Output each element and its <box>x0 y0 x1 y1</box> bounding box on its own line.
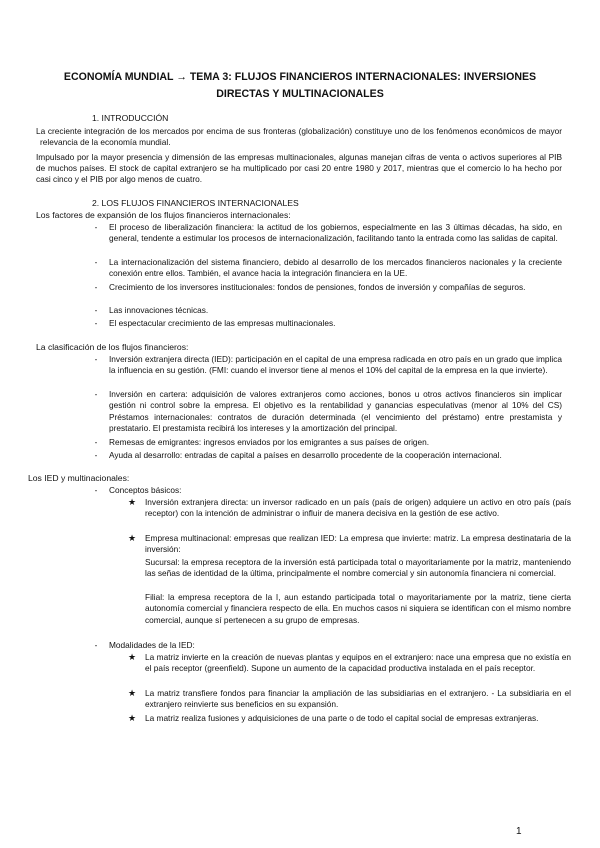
dash-icon: - <box>94 389 98 399</box>
list-item <box>94 389 562 434</box>
dash-icon: - <box>94 282 98 292</box>
list-item <box>94 282 562 293</box>
list-item <box>94 640 562 651</box>
list-item-text: Inversión extranjera directa: un inversor radicado en un país (país de origen) adquiere un activo en otro país (país receptor) con la intención de administrar o influir de manera decisiva en la gestión de ese activo. <box>145 497 571 519</box>
dash-icon: - <box>94 318 98 328</box>
list-item <box>94 437 562 448</box>
list-item-text: La internacionalización del sistema financiero, debido al desarrollo de los mercados financieros nacionales y la creciente conexión entre ellos. También, el avance hacia la integración financiera en la UE. <box>109 257 562 279</box>
intro-paragraph-2: Impulsado por la mayor presencia y dimensión de las empresas multinacionales, algunas manejan cifras de venta o activos superiores al PIB de muchos países. El stock de capital extranjero se ha multiplicado por casi 20 entre 1980 y 2017, mientras que el comercio lo ha hecho por casi cinco y el PIB por algo menos de cuatro. <box>36 152 562 184</box>
star-icon: ★ <box>127 533 137 543</box>
list-item-text: Empresa multinacional: empresas que realizan IED: La empresa que invierte: matriz. La empresa destinataria de la inversión: <box>145 533 571 555</box>
document-title: ECONOMÍA MUNDIAL → TEMA 3: FLUJOS FINANCIEROS INTERNACIONALES: INVERSIONES DIRECTAS Y MULTINACIONALES <box>63 71 537 100</box>
page-number: 1 <box>516 826 522 837</box>
dash-icon: - <box>94 437 98 447</box>
modalities-label: Modalidades de la IED: <box>109 640 195 650</box>
list-item-text: Inversión extranjera directa (IED): participación en el capital de una empresa radicada en otro país en un grado que implica la influencia en su gestión. (FMI: cuando el inversor tiene al menos el 10% del capital de la empresa en la que invierte). <box>109 354 562 376</box>
dash-icon: - <box>94 305 98 315</box>
list-item-text: Las innovaciones técnicas. <box>109 305 209 315</box>
ied-label: Los IED y multinacionales: <box>28 473 130 483</box>
section-heading-introduccion: 1. INTRODUCCIÓN <box>92 113 169 123</box>
concepts-label: Conceptos básicos: <box>109 485 182 495</box>
list-item-text: Crecimiento de los inversores institucionales: fondos de pensiones, fondos de inversión y compañías de seguros. <box>109 282 526 292</box>
list-item-text: Inversión en cartera: adquisición de valores extranjeros como acciones, bonos u otros activos financieros sin implicar gestión ni control sobre la empresa. El objetivo es la rentabilidad y ganancias especulativas (menor al 10% del CS) Préstamos internacionales: contratos de duración determinada (el vencimiento del préstamo) entre prestamista y prestatario. El prestamista recibirá los intereses y la amortización del principal. <box>109 389 562 433</box>
list-item <box>94 305 562 316</box>
list-item <box>94 450 562 461</box>
star-icon: ★ <box>127 652 137 662</box>
sucursal-definition: Sucursal: la empresa receptora de la inversión está participada total o mayoritariamente por la matriz, manteniendo las señas de identidad de la última, principalmente el nombre comercial y sin autonomía financiera ni comercial. <box>145 557 571 579</box>
list-item <box>127 713 571 724</box>
section-heading-flujos: 2. LOS FLUJOS FINANCIEROS INTERNACIONALES <box>92 198 299 208</box>
dash-icon: - <box>94 640 98 650</box>
list-item <box>94 222 562 245</box>
factors-label: Los factores de expansión de los flujos financieros internacionales: <box>36 210 291 220</box>
dash-icon: - <box>94 222 98 232</box>
list-item-text: La matriz invierte en la creación de nuevas plantas y equipos en el extranjero: nace una empresa que no existía en el país receptor (greenfield). Supone un aumento de la capacidad productiva instalada en el país receptor. <box>145 652 571 674</box>
list-item <box>127 688 571 711</box>
list-item <box>94 354 562 377</box>
list-item <box>94 318 562 329</box>
list-item-text: La matriz realiza fusiones y adquisiciones de una parte o de todo el capital social de empresas extranjeras. <box>145 713 539 723</box>
dash-icon: - <box>94 257 98 267</box>
list-item-text: Remesas de emigrantes: ingresos enviados por los emigrantes a sus países de origen. <box>109 437 430 447</box>
dash-icon: - <box>94 354 98 364</box>
list-item <box>94 257 562 280</box>
intro-paragraph-1: La creciente integración de los mercados por encima de sus fronteras (globalización) constituye uno de los fenómenos económicos de mayor relevancia de la economía mundial. <box>36 126 562 147</box>
star-icon: ★ <box>127 688 137 698</box>
dash-icon: - <box>94 450 98 460</box>
list-item-text: La matriz transfiere fondos para financiar la ampliación de las subsidiarias en el extranjero. - La subsidiaria en el extranjero reinvierte sus beneficios en su expansión. <box>145 688 571 710</box>
list-item-text: Ayuda al desarrollo: entradas de capital a países en desarrollo procedente de la cooperación internacional. <box>109 450 502 460</box>
star-icon: ★ <box>127 497 137 507</box>
classification-label: La clasificación de los flujos financieros: <box>36 342 189 352</box>
star-icon: ★ <box>127 713 137 723</box>
list-item-text: El proceso de liberalización financiera: la actitud de los gobiernos, especialmente en las 3 últimas décadas, ha sido, en general, tendente a estimular los procesos de internacionalización, facilitando tanto la entrada como las salidas de capital. <box>109 222 562 244</box>
list-item <box>127 533 571 556</box>
list-item-text: El espectacular crecimiento de las empresas multinacionales. <box>109 318 336 328</box>
list-item <box>94 485 562 496</box>
filial-definition: Filial: la empresa receptora de la I, aun estando participada total o mayoritariamente por la matriz, tiene cierta autonomía comercial y financiera respecto de ella. En muchos casos ni siquiera se identifican con el mismo nombre comercial, aunque sí pertenecen a su grupo de empresas. <box>145 592 571 625</box>
dash-icon: - <box>94 485 98 495</box>
list-item <box>127 652 571 675</box>
list-item <box>127 497 571 520</box>
